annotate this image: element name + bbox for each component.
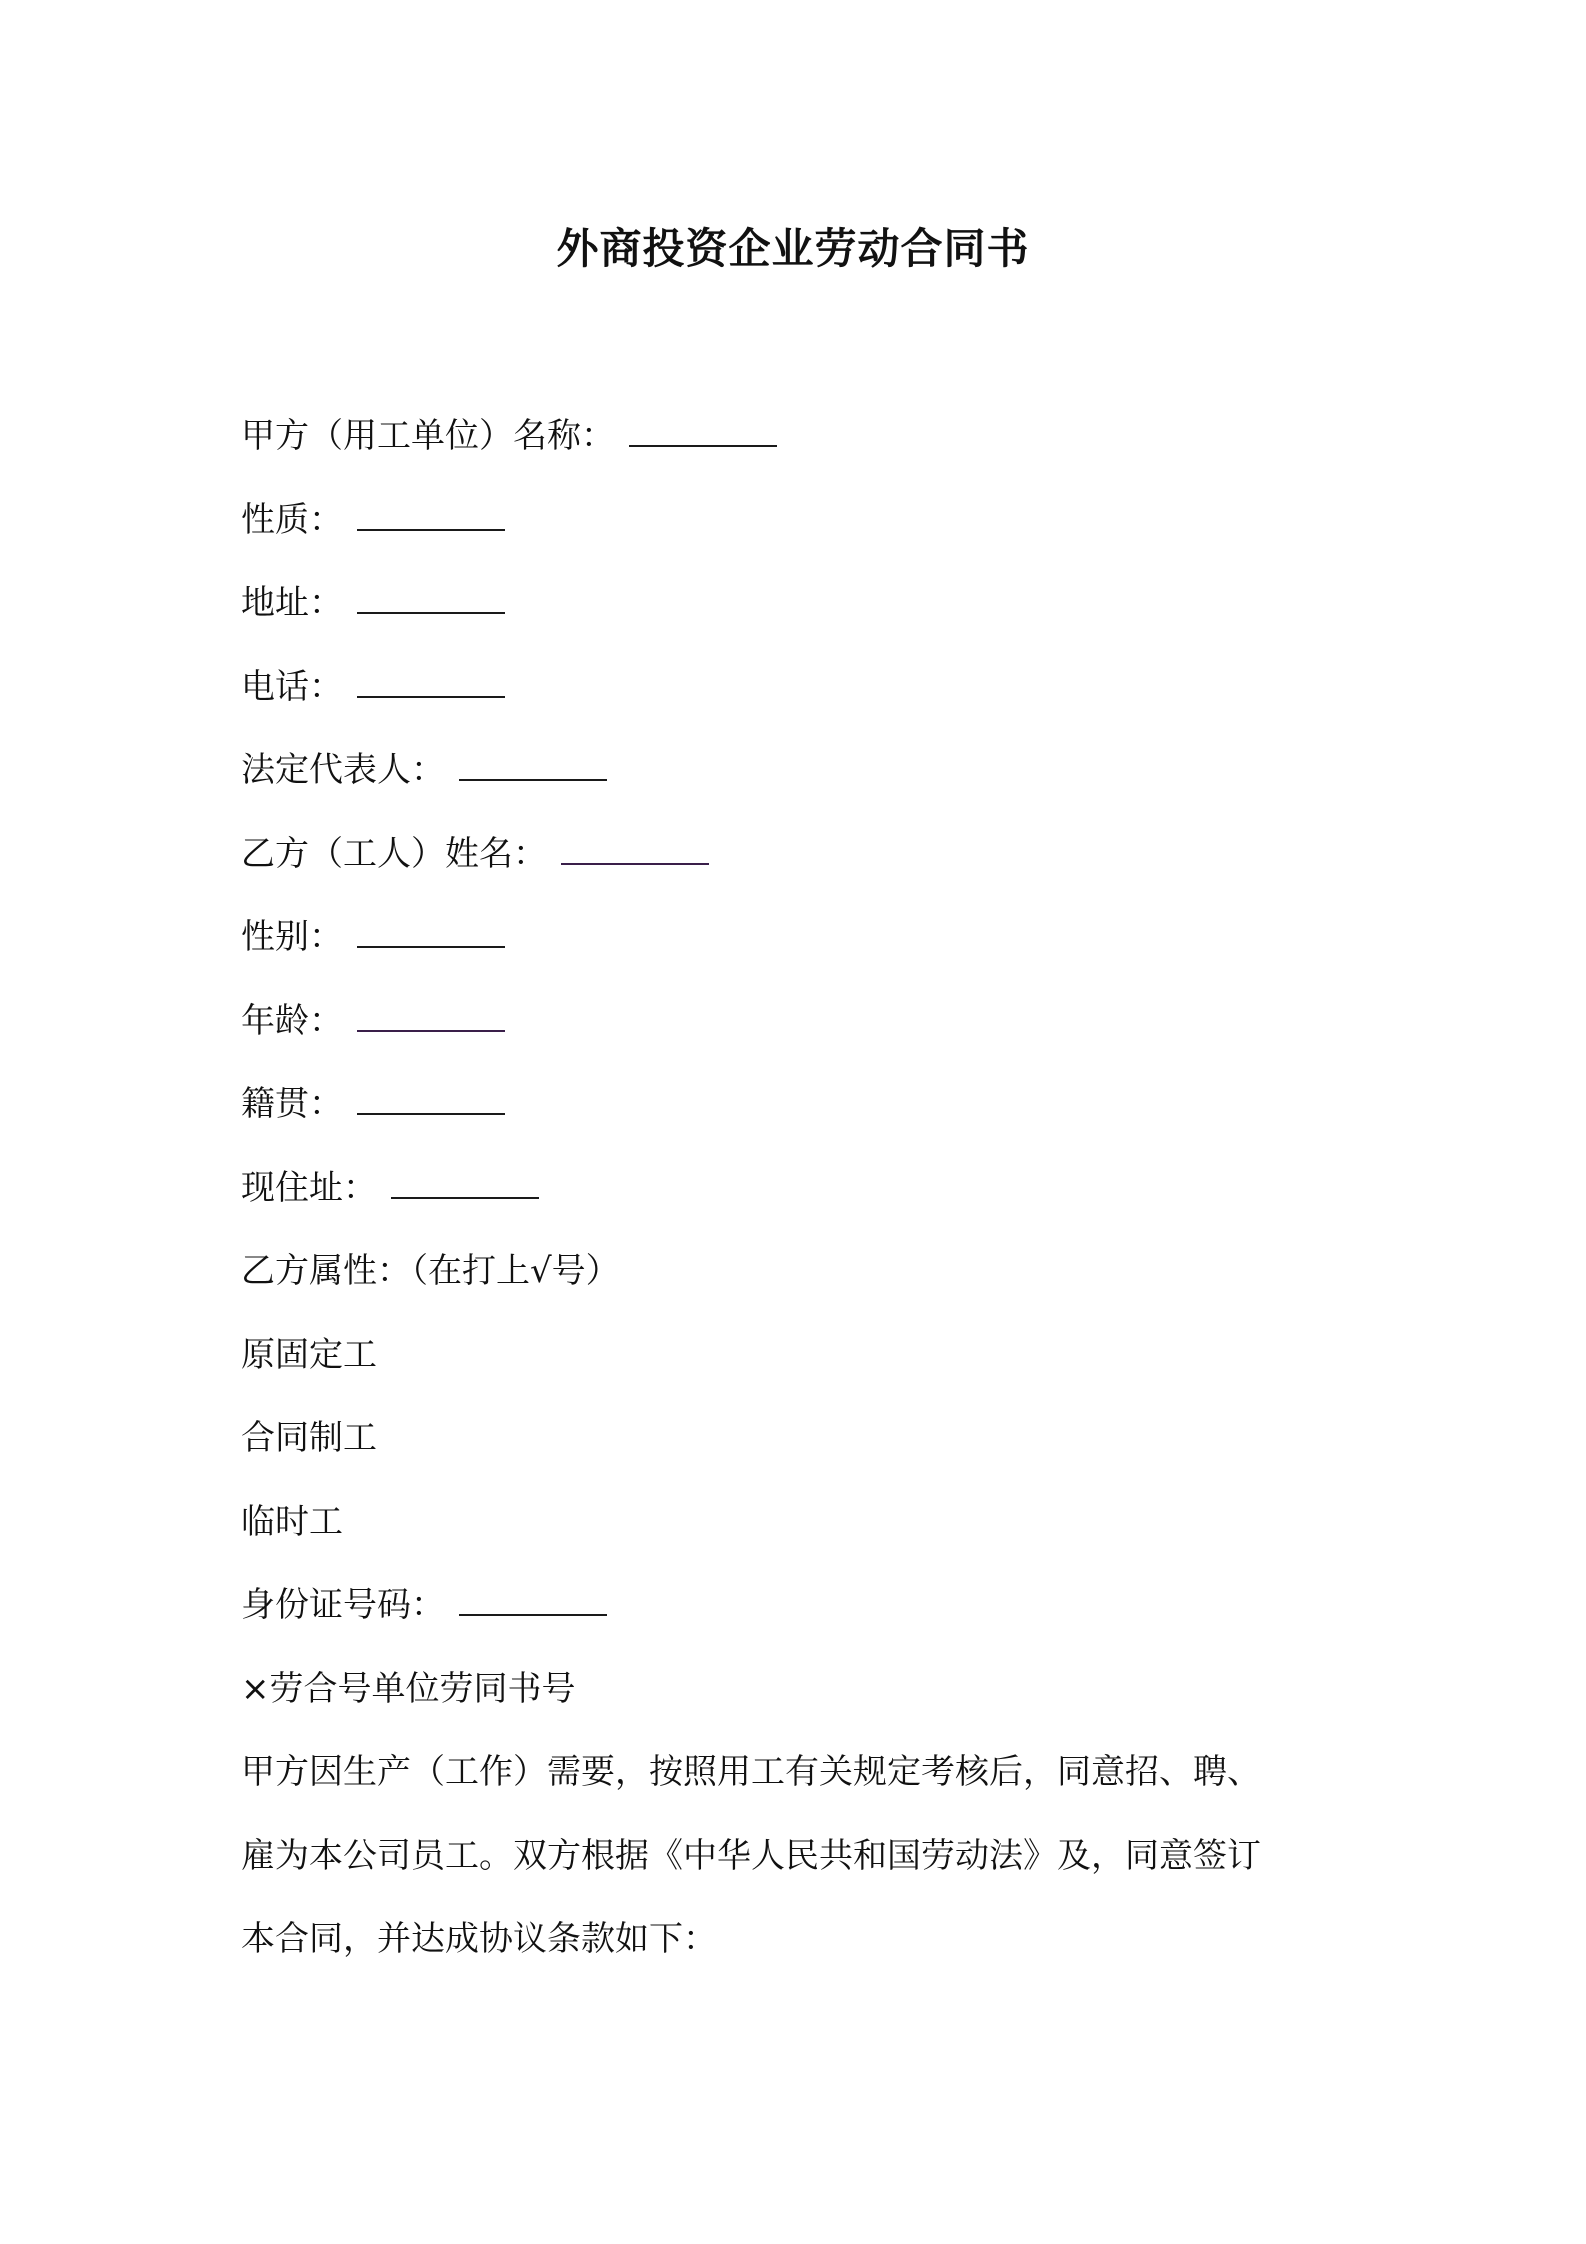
field-label: 籍贯： — [241, 1084, 343, 1124]
blank-line — [459, 1584, 607, 1616]
attribute-option: 原固定工 — [241, 1335, 377, 1375]
field-legal-representative — [241, 748, 607, 792]
field-label: 性别： — [241, 917, 343, 957]
attribute-option: 合同制工 — [241, 1418, 377, 1458]
field-label: 年龄： — [241, 1001, 343, 1041]
field-label: 甲方（用工单位）名称： — [241, 416, 615, 456]
blank-line — [561, 833, 709, 865]
field-id-number — [241, 1583, 607, 1627]
paragraph-line: 本合同，并达成协议条款如下： — [241, 1919, 717, 1959]
blank-line — [391, 1167, 539, 1199]
blank-line — [357, 1083, 505, 1115]
field-gender — [241, 915, 505, 959]
field-address — [241, 581, 505, 625]
field-nature — [241, 498, 505, 542]
field-phone — [241, 665, 505, 709]
blank-line — [459, 749, 607, 781]
document-title: 外商投资企业劳动合同书 — [556, 224, 1030, 273]
blank-line — [629, 415, 777, 447]
field-label: 性质： — [241, 500, 343, 540]
paragraph-line: 雇为本公司员工。双方根据《中华人民共和国劳动法》及，同意签订 — [241, 1836, 1261, 1876]
blank-line — [357, 666, 505, 698]
contract-number: ×劳合号单位劳同书号 — [241, 1669, 576, 1709]
paragraph-line: 甲方因生产（工作）需要，按照用工有关规定考核后，同意招、聘、 — [241, 1752, 1261, 1792]
blank-line — [357, 582, 505, 614]
field-label: 身份证号码： — [241, 1585, 445, 1625]
field-native-place — [241, 1082, 505, 1126]
blank-line — [357, 1000, 505, 1032]
blank-line — [357, 499, 505, 531]
field-label: 乙方（工人）姓名： — [241, 834, 547, 874]
field-party-b-name — [241, 832, 709, 876]
blank-line — [357, 916, 505, 948]
field-party-a-name — [241, 414, 777, 458]
field-label: 地址： — [241, 583, 343, 623]
field-label: 电话： — [241, 667, 343, 707]
field-label: 法定代表人： — [241, 750, 445, 790]
field-age — [241, 999, 505, 1043]
attribute-option: 临时工 — [241, 1502, 343, 1542]
field-label: 现住址： — [241, 1168, 377, 1208]
field-current-address — [241, 1166, 539, 1210]
attribute-heading: 乙方属性：（在打上√号） — [241, 1251, 620, 1291]
